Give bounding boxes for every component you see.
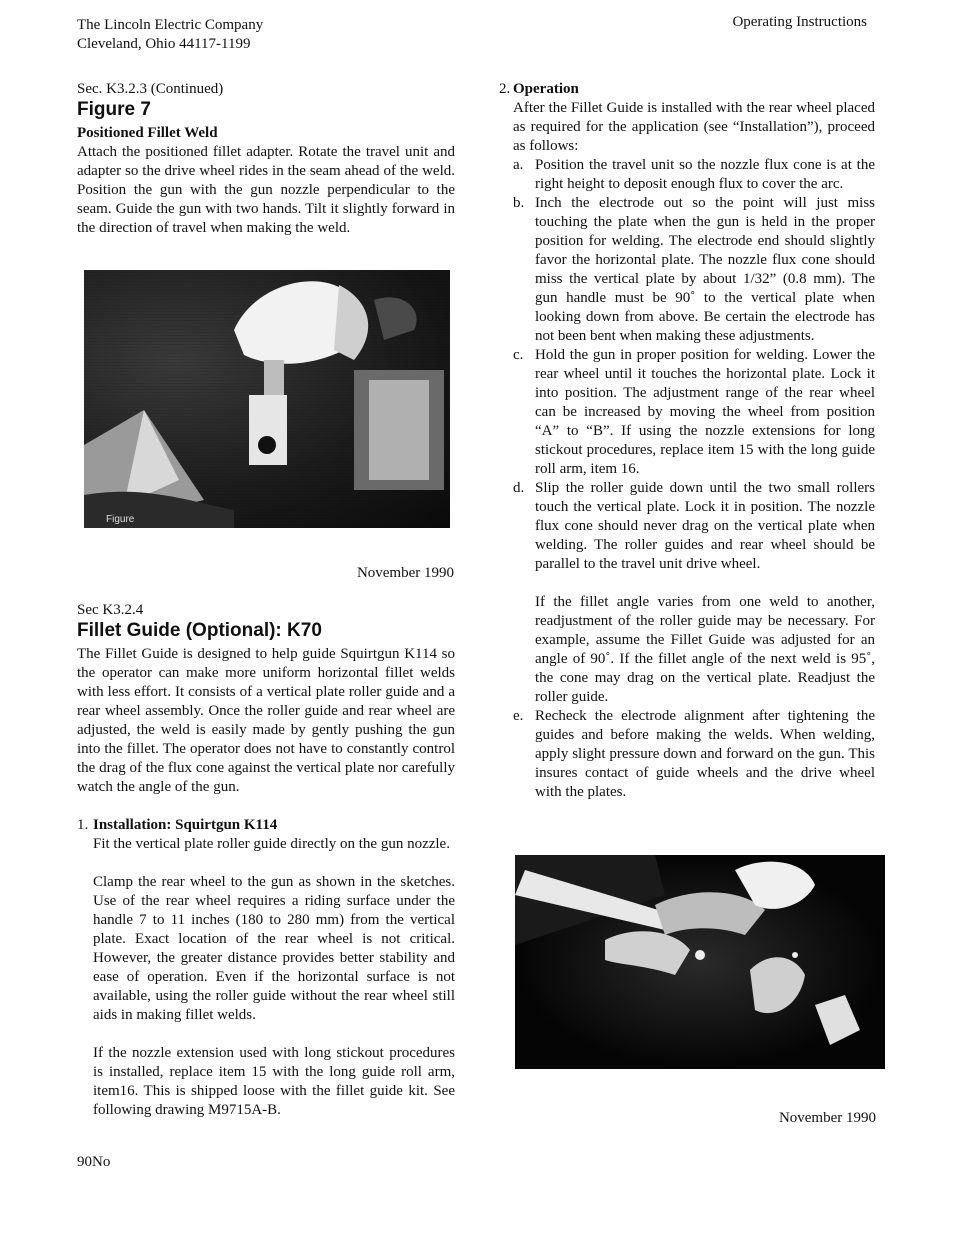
section-continued: Sec. K3.2.3 (Continued) bbox=[77, 81, 224, 97]
company-name: The Lincoln Electric Company bbox=[77, 17, 264, 33]
step-letter: e. bbox=[513, 708, 524, 724]
photo-caption-figure: Figure bbox=[106, 514, 135, 525]
installation-paragraph-1: Fit the vertical plate roller guide directly on the gun nozzle. bbox=[93, 836, 450, 852]
installation-paragraph-2: Clamp the rear wheel to the gun as shown in the sketches. Use of the rear wheel requires a riding surface under the handle 7 to 11 inches (180 to 280 mm) from the vertical plate. Exact location of the rear wheel is not critical. However, the greater distance provides better stability and ease of operation. Even if the horizontal surface is not available, using the roller guide without the rear wheel still aids in making fillet welds. bbox=[93, 874, 455, 1023]
step-letter: b. bbox=[513, 195, 525, 211]
step-text: Slip the roller guide down until the two small rollers touch the vertical plate. Lock it in position. The nozzle flux cone should never drag on the vertical plate when welding. The roller guides and rear wheel should be parallel to the travel unit drive wheel. bbox=[535, 480, 875, 572]
operation-number: 2. bbox=[499, 81, 511, 97]
step-text: Position the travel unit so the nozzle flux cone is at the right height to deposit enough flux to cover the arc. bbox=[535, 157, 875, 192]
page-footer: 90No bbox=[77, 1154, 111, 1170]
installation-number: 1. bbox=[77, 817, 89, 833]
step-letter: c. bbox=[513, 347, 524, 363]
subheading: Positioned Fillet Weld bbox=[77, 125, 218, 141]
company-address: Cleveland, Ohio 44117-1199 bbox=[77, 36, 251, 52]
operation-title: Operation bbox=[513, 81, 579, 97]
installation-title: Installation: Squirtgun K114 bbox=[93, 817, 278, 833]
right-column bbox=[499, 80, 875, 802]
step-letter: a. bbox=[513, 157, 524, 173]
left-column-top bbox=[77, 80, 455, 238]
fillet-guide-heading: Fillet Guide (Optional): K70 bbox=[77, 620, 322, 641]
paragraph: Attach the positioned fillet adapter. Rotate the travel unit and adapter so the drive wheel rides in the seam ahead of the weld. Position the gun with the gun nozzle perpendicular to the seam. Guide the gun with two hands. Tilt it slightly forward in the direction of travel when making the weld. bbox=[77, 144, 455, 236]
figure-title: Figure 7 bbox=[77, 99, 151, 120]
step-letter: d. bbox=[513, 480, 525, 496]
step-item bbox=[513, 346, 875, 479]
figure-photo-fillet-guide bbox=[515, 855, 885, 1069]
operation-intro: After the Fillet Guide is installed with the rear wheel placed as required for the application (see “Installation”), proceed as follows: bbox=[513, 100, 875, 154]
step-text: Inch the electrode out so the point will just miss touching the plate when the gun is held in the proper position for welding. The electrode end should slightly favor the horizontal plate. The nozzle flux cone should miss the vertical plate by about 1/32” (0.8 mm). The gun handle must be 90˚ to the vertical plate when looking down from above. Be certain the electrode has not been bent when making these adjustments. bbox=[535, 195, 875, 344]
step-text: Hold the gun in proper position for welding. Lower the rear wheel until it touches the horizontal plate. Lock it into position. The adjustment range of the rear wheel can be increased by moving the wheel from position “A” to “B”. If using the nozzle extensions for long stickout procedures, replace item 15 with the long guide roll arm, item 16. bbox=[535, 347, 875, 477]
section-title: Operating Instructions bbox=[732, 14, 867, 30]
operation-steps bbox=[513, 156, 875, 802]
left-column-bottom bbox=[77, 601, 455, 1120]
figure-photo-fillet-weld bbox=[84, 270, 450, 528]
step-item bbox=[513, 707, 875, 802]
operation-section bbox=[499, 80, 875, 802]
date-2: November 1990 bbox=[778, 1110, 876, 1126]
fillet-guide-paragraph: The Fillet Guide is designed to help guide Squirtgun K114 so the operator can make more uniform horizontal fillet welds with less effort. It consists of a vertical plate roller guide and a rear wheel assembly. Once the roller guide and rear wheel are adjusted, the weld is easily made by gently pushing the gun into the fillet. The operator does not have to constantly control the drag of the flux cone against the vertical plate nor carefully watch the angle of the gun. bbox=[77, 646, 455, 795]
installation-section bbox=[77, 816, 455, 1120]
step-d-followup: If the fillet angle varies from one weld to another, readjustment of the roller guide may be necessary. For example, assume the Fillet Guide was adjusted for an angle of 90˚. If the fillet angle of the next weld is 95˚, the cone may drag on the vertical plate. Readjust the roller guide. bbox=[535, 594, 875, 705]
step-item bbox=[513, 194, 875, 346]
step-item bbox=[513, 479, 875, 707]
step-item bbox=[513, 156, 875, 194]
section-number: Sec K3.2.4 bbox=[77, 602, 144, 618]
installation-paragraph-3: If the nozzle extension used with long stickout procedures is installed, replace item 15 with the long guide roll arm, item16. This is shipped loose with the fillet guide kit. See following drawing M9715A-B. bbox=[93, 1045, 455, 1118]
date-1: November 1990 bbox=[356, 565, 454, 581]
step-text: Recheck the electrode alignment after tightening the guides and before making the welds. When welding, apply slight pressure down and forward on the gun. This insures contact of guide wheels and the drive wheel with the plates. bbox=[535, 708, 875, 800]
